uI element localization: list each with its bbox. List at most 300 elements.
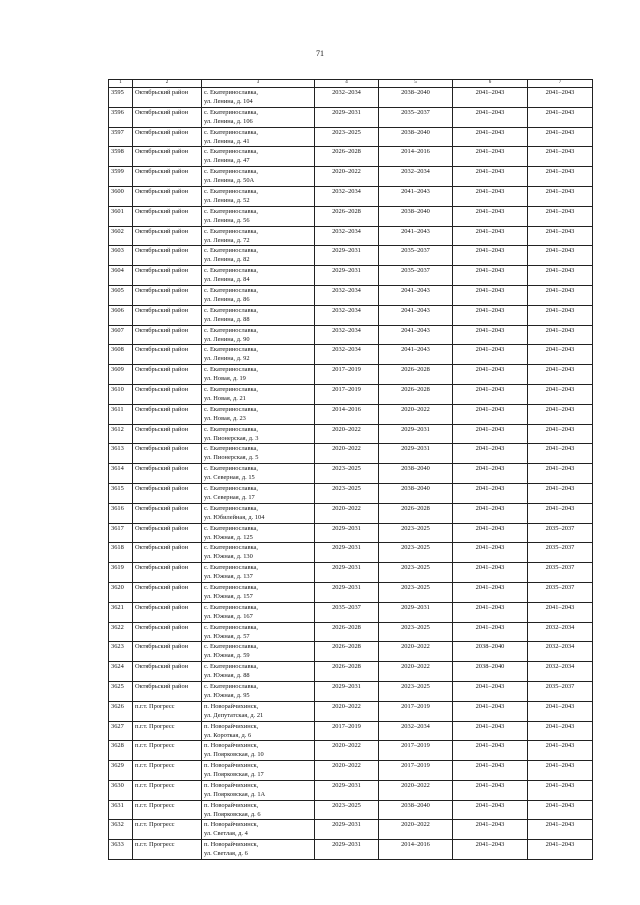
address-locality: с. Екатеринославка, bbox=[204, 623, 258, 631]
district-cell: Октябрьский район bbox=[133, 345, 202, 365]
table-row bbox=[109, 127, 593, 147]
column-header: 2 bbox=[133, 80, 202, 88]
period-cell: 2041–2043 bbox=[528, 246, 593, 266]
address-locality: п. Новорайчихинск, bbox=[204, 821, 259, 829]
period-cell: 2032–2034 bbox=[528, 642, 593, 662]
address-street: ул. Южная, д. 137 bbox=[204, 573, 253, 581]
period-cell: 2026–2028 bbox=[315, 642, 379, 662]
address-street: ул. Новая, д. 19 bbox=[204, 375, 246, 383]
row-number: 3631 bbox=[109, 800, 133, 820]
district-cell: Октябрьский район bbox=[133, 464, 202, 484]
period-cell: 2041–2043 bbox=[379, 226, 453, 246]
period-cell: 2017–2019 bbox=[379, 701, 453, 721]
table-row bbox=[109, 305, 593, 325]
address-cell bbox=[202, 543, 315, 563]
period-cell: 2035–2037 bbox=[528, 563, 593, 583]
table-row bbox=[109, 246, 593, 266]
period-cell: 2041–2043 bbox=[453, 345, 528, 365]
address-locality: с. Екатеринославка, bbox=[204, 108, 258, 116]
address-locality: с. Екатеринославка, bbox=[204, 128, 258, 136]
row-number: 3601 bbox=[109, 206, 133, 226]
table-row bbox=[109, 840, 593, 860]
table-row bbox=[109, 761, 593, 781]
address-cell bbox=[202, 503, 315, 523]
address-cell bbox=[202, 206, 315, 226]
address-street: ул. Короткая, д. 6 bbox=[204, 731, 252, 739]
address-street: ул. Пионерская, д. 3 bbox=[204, 434, 259, 442]
address-cell bbox=[202, 662, 315, 682]
table-row bbox=[109, 523, 593, 543]
table-row bbox=[109, 464, 593, 484]
address-cell bbox=[202, 563, 315, 583]
address-locality: с. Екатеринославка, bbox=[204, 405, 258, 413]
address-locality: п. Новорайчихинск, bbox=[204, 762, 259, 770]
period-cell: 2038–2040 bbox=[379, 464, 453, 484]
address-locality: с. Екатеринославка, bbox=[204, 385, 258, 393]
period-cell: 2023–2025 bbox=[315, 464, 379, 484]
period-cell: 2041–2043 bbox=[453, 721, 528, 741]
column-header: 6 bbox=[453, 80, 528, 88]
row-number: 3607 bbox=[109, 325, 133, 345]
table-row bbox=[109, 662, 593, 682]
period-cell: 2029–2031 bbox=[315, 266, 379, 286]
housing-register-table bbox=[108, 79, 593, 860]
table-row bbox=[109, 365, 593, 385]
address-street: ул. Ленина, д. 84 bbox=[204, 276, 250, 284]
address-locality: с. Екатеринославка, bbox=[204, 484, 258, 492]
district-cell: Октябрьский район bbox=[133, 285, 202, 305]
period-cell: 2038–2040 bbox=[453, 642, 528, 662]
period-cell: 2041–2043 bbox=[453, 424, 528, 444]
district-cell: Октябрьский район bbox=[133, 523, 202, 543]
row-number: 3608 bbox=[109, 345, 133, 365]
period-cell: 2038–2040 bbox=[379, 800, 453, 820]
period-cell: 2038–2040 bbox=[379, 483, 453, 503]
period-cell: 2035–2037 bbox=[528, 543, 593, 563]
district-cell: Октябрьский район bbox=[133, 563, 202, 583]
address-cell bbox=[202, 167, 315, 187]
period-cell: 2029–2031 bbox=[379, 444, 453, 464]
period-cell: 2041–2043 bbox=[528, 840, 593, 860]
row-number: 3604 bbox=[109, 266, 133, 286]
table-row bbox=[109, 582, 593, 602]
row-number: 3623 bbox=[109, 642, 133, 662]
table-row bbox=[109, 602, 593, 622]
address-street: ул. Ленина, д. 50А bbox=[204, 177, 255, 185]
table-row bbox=[109, 384, 593, 404]
period-cell: 2020–2022 bbox=[379, 780, 453, 800]
address-cell bbox=[202, 483, 315, 503]
period-cell: 2020–2022 bbox=[315, 701, 379, 721]
table-row bbox=[109, 88, 593, 108]
table-row bbox=[109, 642, 593, 662]
period-cell: 2029–2031 bbox=[315, 820, 379, 840]
period-cell: 2041–2043 bbox=[453, 147, 528, 167]
row-number: 3611 bbox=[109, 404, 133, 424]
period-cell: 2041–2043 bbox=[453, 167, 528, 187]
period-cell: 2041–2043 bbox=[528, 186, 593, 206]
address-cell bbox=[202, 800, 315, 820]
address-locality: с. Екатеринославка, bbox=[204, 445, 258, 453]
period-cell: 2041–2043 bbox=[453, 88, 528, 108]
period-cell: 2023–2025 bbox=[379, 523, 453, 543]
address-locality: с. Екатеринославка, bbox=[204, 187, 258, 195]
address-street: ул. Ленина, д. 56 bbox=[204, 216, 250, 224]
table-row bbox=[109, 563, 593, 583]
address-cell bbox=[202, 107, 315, 127]
address-street: ул. Ленина, д. 72 bbox=[204, 236, 250, 244]
address-street: ул. Поярковская, д. 17 bbox=[204, 771, 264, 779]
period-cell: 2041–2043 bbox=[453, 464, 528, 484]
period-cell: 2035–2037 bbox=[379, 266, 453, 286]
district-cell: Октябрьский район bbox=[133, 483, 202, 503]
address-street: ул. Ленина, д. 92 bbox=[204, 355, 250, 363]
period-cell: 2029–2031 bbox=[315, 543, 379, 563]
address-cell bbox=[202, 464, 315, 484]
period-cell: 2023–2025 bbox=[379, 563, 453, 583]
period-cell: 2020–2022 bbox=[315, 503, 379, 523]
address-cell bbox=[202, 602, 315, 622]
district-cell: Октябрьский район bbox=[133, 226, 202, 246]
address-locality: с. Екатеринославка, bbox=[204, 346, 258, 354]
district-cell: Октябрьский район bbox=[133, 582, 202, 602]
address-locality: п. Новорайчихинск, bbox=[204, 742, 259, 750]
period-cell: 2029–2031 bbox=[315, 523, 379, 543]
page-number: 71 bbox=[316, 49, 324, 58]
table-row bbox=[109, 285, 593, 305]
address-locality: с. Екатеринославка, bbox=[204, 168, 258, 176]
district-cell: п.г.т. Прогресс bbox=[133, 780, 202, 800]
header-row bbox=[109, 80, 593, 88]
address-street: ул. Ленина, д. 106 bbox=[204, 117, 253, 125]
address-street: ул. Поярковская, д. 10 bbox=[204, 751, 264, 759]
district-cell: Октябрьский район bbox=[133, 622, 202, 642]
address-cell bbox=[202, 622, 315, 642]
period-cell: 2032–2034 bbox=[315, 325, 379, 345]
period-cell: 2041–2043 bbox=[379, 325, 453, 345]
row-number: 3624 bbox=[109, 662, 133, 682]
address-street: ул. Южная, д. 167 bbox=[204, 612, 253, 620]
address-street: ул. Южная, д. 130 bbox=[204, 553, 253, 561]
address-locality: п. Новорайчихинск, bbox=[204, 781, 259, 789]
address-street: ул. Светлая, д. 4 bbox=[204, 830, 248, 838]
row-number: 3627 bbox=[109, 721, 133, 741]
period-cell: 2017–2019 bbox=[379, 741, 453, 761]
address-locality: с. Екатеринославка, bbox=[204, 148, 258, 156]
row-number: 3613 bbox=[109, 444, 133, 464]
period-cell: 2041–2043 bbox=[453, 563, 528, 583]
period-cell: 2020–2022 bbox=[315, 761, 379, 781]
district-cell: Октябрьский район bbox=[133, 266, 202, 286]
address-street: ул. Ленина, д. 52 bbox=[204, 196, 250, 204]
row-number: 3602 bbox=[109, 226, 133, 246]
period-cell: 2041–2043 bbox=[453, 701, 528, 721]
row-number: 3615 bbox=[109, 483, 133, 503]
period-cell: 2041–2043 bbox=[528, 800, 593, 820]
table-row bbox=[109, 622, 593, 642]
row-number: 3616 bbox=[109, 503, 133, 523]
address-cell bbox=[202, 582, 315, 602]
district-cell: п.г.т. Прогресс bbox=[133, 701, 202, 721]
period-cell: 2041–2043 bbox=[528, 503, 593, 523]
period-cell: 2041–2043 bbox=[453, 602, 528, 622]
district-cell: Октябрьский район bbox=[133, 602, 202, 622]
table-row bbox=[109, 780, 593, 800]
period-cell: 2041–2043 bbox=[453, 107, 528, 127]
district-cell: Октябрьский район bbox=[133, 147, 202, 167]
address-locality: с. Екатеринославка, bbox=[204, 425, 258, 433]
column-header: 3 bbox=[202, 80, 315, 88]
period-cell: 2041–2043 bbox=[379, 345, 453, 365]
period-cell: 2023–2025 bbox=[379, 681, 453, 701]
period-cell: 2032–2034 bbox=[315, 226, 379, 246]
period-cell: 2041–2043 bbox=[379, 285, 453, 305]
row-number: 3619 bbox=[109, 563, 133, 583]
period-cell: 2041–2043 bbox=[528, 761, 593, 781]
period-cell: 2041–2043 bbox=[528, 780, 593, 800]
row-number: 3612 bbox=[109, 424, 133, 444]
period-cell: 2026–2028 bbox=[315, 622, 379, 642]
period-cell: 2017–2019 bbox=[315, 365, 379, 385]
period-cell: 2032–2034 bbox=[315, 345, 379, 365]
table-row bbox=[109, 503, 593, 523]
district-cell: п.г.т. Прогресс bbox=[133, 761, 202, 781]
column-header: 1 bbox=[109, 80, 133, 88]
address-locality: с. Екатеринославка, bbox=[204, 267, 258, 275]
period-cell: 2041–2043 bbox=[453, 127, 528, 147]
district-cell: Октябрьский район bbox=[133, 186, 202, 206]
address-street: ул. Поярковская, д. 1А bbox=[204, 790, 266, 798]
address-street: ул. Южная, д. 59 bbox=[204, 652, 250, 660]
address-street: ул. Светлая, д. 6 bbox=[204, 850, 248, 858]
address-locality: с. Екатеринославка, bbox=[204, 227, 258, 235]
row-number: 3600 bbox=[109, 186, 133, 206]
period-cell: 2032–2034 bbox=[528, 622, 593, 642]
address-cell bbox=[202, 404, 315, 424]
period-cell: 2035–2037 bbox=[315, 602, 379, 622]
address-locality: с. Екатеринославка, bbox=[204, 247, 258, 255]
address-cell bbox=[202, 88, 315, 108]
address-street: ул. Южная, д. 157 bbox=[204, 592, 253, 600]
period-cell: 2041–2043 bbox=[528, 701, 593, 721]
address-cell bbox=[202, 285, 315, 305]
address-cell bbox=[202, 147, 315, 167]
period-cell: 2041–2043 bbox=[528, 404, 593, 424]
column-header: 4 bbox=[315, 80, 379, 88]
period-cell: 2041–2043 bbox=[453, 622, 528, 642]
period-cell: 2041–2043 bbox=[453, 681, 528, 701]
period-cell: 2032–2034 bbox=[528, 662, 593, 682]
period-cell: 2041–2043 bbox=[528, 167, 593, 187]
period-cell: 2041–2043 bbox=[453, 246, 528, 266]
period-cell: 2041–2043 bbox=[453, 266, 528, 286]
period-cell: 2041–2043 bbox=[528, 820, 593, 840]
row-number: 3603 bbox=[109, 246, 133, 266]
period-cell: 2020–2022 bbox=[379, 404, 453, 424]
period-cell: 2041–2043 bbox=[453, 384, 528, 404]
period-cell: 2041–2043 bbox=[453, 741, 528, 761]
address-locality: с. Екатеринославка, bbox=[204, 583, 258, 591]
table-row bbox=[109, 701, 593, 721]
district-cell: п.г.т. Прогресс bbox=[133, 840, 202, 860]
address-locality: с. Екатеринославка, bbox=[204, 682, 258, 690]
period-cell: 2041–2043 bbox=[453, 820, 528, 840]
address-cell bbox=[202, 246, 315, 266]
district-cell: Октябрьский район bbox=[133, 662, 202, 682]
period-cell: 2029–2031 bbox=[379, 602, 453, 622]
address-locality: с. Екатеринославка, bbox=[204, 544, 258, 552]
table-row bbox=[109, 107, 593, 127]
period-cell: 2041–2043 bbox=[528, 147, 593, 167]
period-cell: 2041–2043 bbox=[528, 127, 593, 147]
period-cell: 2026–2028 bbox=[379, 365, 453, 385]
table-row bbox=[109, 147, 593, 167]
address-street: ул. Южная, д. 95 bbox=[204, 691, 250, 699]
period-cell: 2041–2043 bbox=[528, 107, 593, 127]
address-locality: п. Новорайчихинск, bbox=[204, 841, 259, 849]
address-locality: с. Екатеринославка, bbox=[204, 207, 258, 215]
period-cell: 2041–2043 bbox=[453, 800, 528, 820]
table-body bbox=[109, 88, 593, 860]
period-cell: 2041–2043 bbox=[528, 424, 593, 444]
address-cell bbox=[202, 345, 315, 365]
period-cell: 2041–2043 bbox=[453, 404, 528, 424]
address-cell bbox=[202, 820, 315, 840]
period-cell: 2041–2043 bbox=[453, 761, 528, 781]
period-cell: 2041–2043 bbox=[528, 365, 593, 385]
row-number: 3598 bbox=[109, 147, 133, 167]
column-header: 5 bbox=[379, 80, 453, 88]
period-cell: 2020–2022 bbox=[315, 167, 379, 187]
address-street: ул. Южная, д. 88 bbox=[204, 672, 250, 680]
table-row bbox=[109, 820, 593, 840]
period-cell: 2026–2028 bbox=[315, 662, 379, 682]
period-cell: 2035–2037 bbox=[528, 582, 593, 602]
address-cell bbox=[202, 523, 315, 543]
table-header bbox=[109, 80, 593, 88]
district-cell: п.г.т. Прогресс bbox=[133, 820, 202, 840]
period-cell: 2014–2016 bbox=[379, 147, 453, 167]
district-cell: Октябрьский район bbox=[133, 246, 202, 266]
district-cell: Октябрьский район bbox=[133, 404, 202, 424]
period-cell: 2041–2043 bbox=[453, 483, 528, 503]
address-cell bbox=[202, 741, 315, 761]
address-cell bbox=[202, 761, 315, 781]
period-cell: 2041–2043 bbox=[453, 840, 528, 860]
period-cell: 2023–2025 bbox=[315, 483, 379, 503]
period-cell: 2041–2043 bbox=[453, 325, 528, 345]
period-cell: 2041–2043 bbox=[528, 602, 593, 622]
address-locality: с. Екатеринославка, bbox=[204, 326, 258, 334]
district-cell: Октябрьский район bbox=[133, 424, 202, 444]
period-cell: 2041–2043 bbox=[379, 186, 453, 206]
table-row bbox=[109, 741, 593, 761]
address-cell bbox=[202, 186, 315, 206]
period-cell: 2032–2034 bbox=[315, 305, 379, 325]
district-cell: п.г.т. Прогресс bbox=[133, 800, 202, 820]
address-locality: с. Екатеринославка, bbox=[204, 524, 258, 532]
district-cell: Октябрьский район bbox=[133, 325, 202, 345]
address-cell bbox=[202, 325, 315, 345]
period-cell: 2041–2043 bbox=[528, 444, 593, 464]
district-cell: Октябрьский район bbox=[133, 107, 202, 127]
period-cell: 2041–2043 bbox=[453, 285, 528, 305]
period-cell: 2032–2034 bbox=[379, 721, 453, 741]
period-cell: 2041–2043 bbox=[528, 721, 593, 741]
address-locality: с. Екатеринославка, bbox=[204, 663, 258, 671]
address-cell bbox=[202, 424, 315, 444]
table-row bbox=[109, 226, 593, 246]
address-locality: п. Новорайчихинск, bbox=[204, 722, 259, 730]
district-cell: Октябрьский район bbox=[133, 503, 202, 523]
period-cell: 2035–2037 bbox=[528, 523, 593, 543]
row-number: 3620 bbox=[109, 582, 133, 602]
period-cell: 2020–2022 bbox=[379, 662, 453, 682]
period-cell: 2026–2028 bbox=[379, 384, 453, 404]
row-number: 3626 bbox=[109, 701, 133, 721]
row-number: 3606 bbox=[109, 305, 133, 325]
table-row bbox=[109, 186, 593, 206]
district-cell: Октябрьский район bbox=[133, 543, 202, 563]
district-cell: Октябрьский район bbox=[133, 127, 202, 147]
address-street: ул. Новая, д. 23 bbox=[204, 414, 246, 422]
period-cell: 2014–2016 bbox=[315, 404, 379, 424]
period-cell: 2017–2019 bbox=[315, 384, 379, 404]
district-cell: Октябрьский район bbox=[133, 206, 202, 226]
period-cell: 2026–2028 bbox=[315, 206, 379, 226]
row-number: 3614 bbox=[109, 464, 133, 484]
address-street: ул. Ленина, д. 104 bbox=[204, 98, 253, 105]
period-cell: 2041–2043 bbox=[528, 483, 593, 503]
period-cell: 2041–2043 bbox=[453, 780, 528, 800]
period-cell: 2041–2043 bbox=[453, 503, 528, 523]
district-cell: Октябрьский район bbox=[133, 681, 202, 701]
period-cell: 2041–2043 bbox=[453, 186, 528, 206]
address-locality: с. Екатеринославка, bbox=[204, 366, 258, 374]
address-street: ул. Поярковская, д. 6 bbox=[204, 810, 261, 818]
period-cell: 2032–2034 bbox=[315, 186, 379, 206]
address-cell bbox=[202, 721, 315, 741]
table-row bbox=[109, 266, 593, 286]
address-street: ул. Северная, д. 17 bbox=[204, 493, 255, 501]
address-street: ул. Южная, д. 57 bbox=[204, 632, 250, 640]
address-street: ул. Ленина, д. 86 bbox=[204, 295, 250, 303]
row-number: 3622 bbox=[109, 622, 133, 642]
period-cell: 2041–2043 bbox=[528, 266, 593, 286]
period-cell: 2020–2022 bbox=[315, 741, 379, 761]
period-cell: 2014–2016 bbox=[379, 840, 453, 860]
period-cell: 2041–2043 bbox=[528, 226, 593, 246]
period-cell: 2041–2043 bbox=[453, 543, 528, 563]
row-number: 3595 bbox=[109, 88, 133, 108]
address-locality: п. Новорайчихинск, bbox=[204, 702, 259, 710]
table-row bbox=[109, 404, 593, 424]
address-cell bbox=[202, 840, 315, 860]
period-cell: 2035–2037 bbox=[379, 107, 453, 127]
address-street: ул. Южная, д. 125 bbox=[204, 533, 253, 541]
period-cell: 2041–2043 bbox=[453, 444, 528, 464]
address-locality: с. Екатеринославка, bbox=[204, 643, 258, 651]
address-street: ул. Ленина, д. 90 bbox=[204, 335, 250, 343]
address-locality: с. Екатеринославка, bbox=[204, 564, 258, 572]
period-cell: 2041–2043 bbox=[528, 285, 593, 305]
column-header: 7 bbox=[528, 80, 593, 88]
row-number: 3609 bbox=[109, 365, 133, 385]
table-row bbox=[109, 543, 593, 563]
period-cell: 2041–2043 bbox=[453, 226, 528, 246]
period-cell: 2032–2034 bbox=[379, 167, 453, 187]
period-cell: 2035–2037 bbox=[379, 246, 453, 266]
